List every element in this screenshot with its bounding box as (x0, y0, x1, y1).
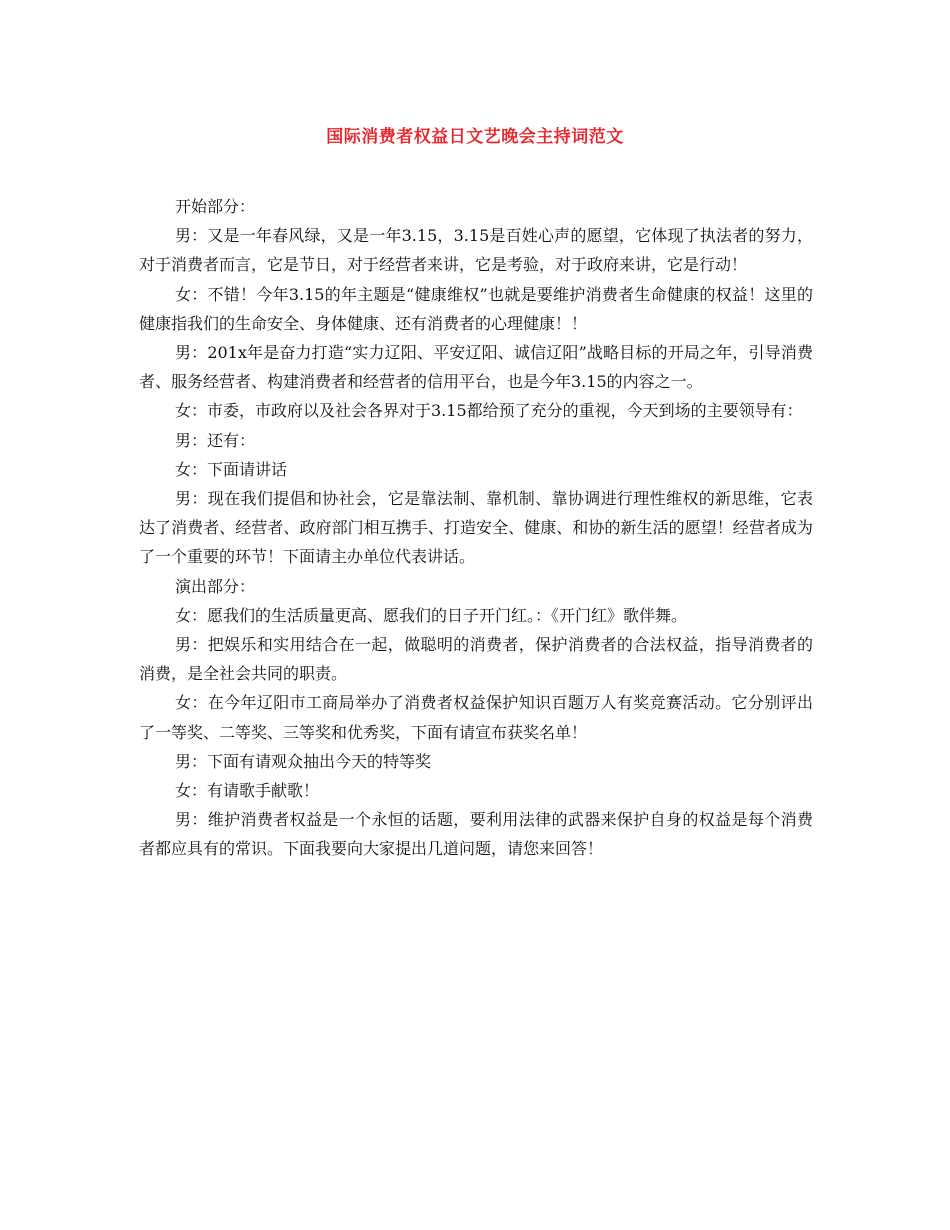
paragraph: 男：把娱乐和实用结合在一起，做聪明的消费者，保护消费者的合法权益，指导消费者的消费，是全社会共同的职责。 (139, 635, 813, 684)
paragraph: 男：现在我们提倡和协社会，它是靠法制、靠机制、靠协调进行理性维权的新思维，它表达了消费者、经营者、政府部门相互携手、打造安全、健康、和协的新生活的愿望！经营者成为了一个重要的环节！下面请主办单位代表讲话。 (139, 489, 813, 567)
paragraph: 女：市委，市政府以及社会各界对于3.15都给预了充分的重视，今天到场的主要领导有： (175, 401, 803, 421)
paragraph-section-start: 开始部分： (175, 197, 256, 216)
document-title: 国际消费者权益日文艺晚会主持词范文 (326, 127, 624, 147)
paragraph-section-performance: 演出部分： (175, 576, 256, 596)
document-body (139, 192, 813, 864)
paragraph: 女：在今年辽阳市工商局举办了消费者权益保护知识百题万人有奖竞赛活动。它分别评出了一等奖、二等奖、三等奖和优秀奖，下面有请宣布获奖名单！ (139, 693, 813, 742)
paragraph: 男：还有： (175, 430, 256, 450)
paragraph: 男：201x年是奋力打造“实力辽阳、平安辽阳、诚信辽阳”战略目标的开局之年，引导消费者、服务经营者、构建消费者和经营者的信用平台，也是今年3.15的内容之一。 (139, 343, 813, 392)
paragraph: 女：有请歌手献歌！ (175, 781, 320, 801)
paragraph: 男：又是一年春风绿，又是一年3.15，3.15是百姓心声的愿望，它体现了执法者的努力，对于消费者而言，它是节日，对于经营者来讲，它是考验，对于政府来讲，它是行动！ (139, 226, 813, 275)
paragraph: 女：下面请讲话 (175, 459, 288, 479)
paragraph: 女：不错！今年3.15的年主题是“健康维权”也就是要维护消费者生命健康的权益！这里的健康指我们的生命安全、身体健康、还有消费者的心理健康！！ (139, 284, 813, 333)
paragraph: 女：愿我们的生活质量更高、愿我们的日子开门红。：《开门红》歌伴舞。 (175, 605, 688, 625)
paragraph: 男：维护消费者权益是一个永恒的话题，要利用法律的武器来保护自身的权益是每个消费者都应具有的常识。下面我要向大家提出几道问题，请您来回答！ (139, 810, 813, 859)
paragraph: 男：下面有请观众抽出今天的特等奖 (175, 751, 432, 771)
